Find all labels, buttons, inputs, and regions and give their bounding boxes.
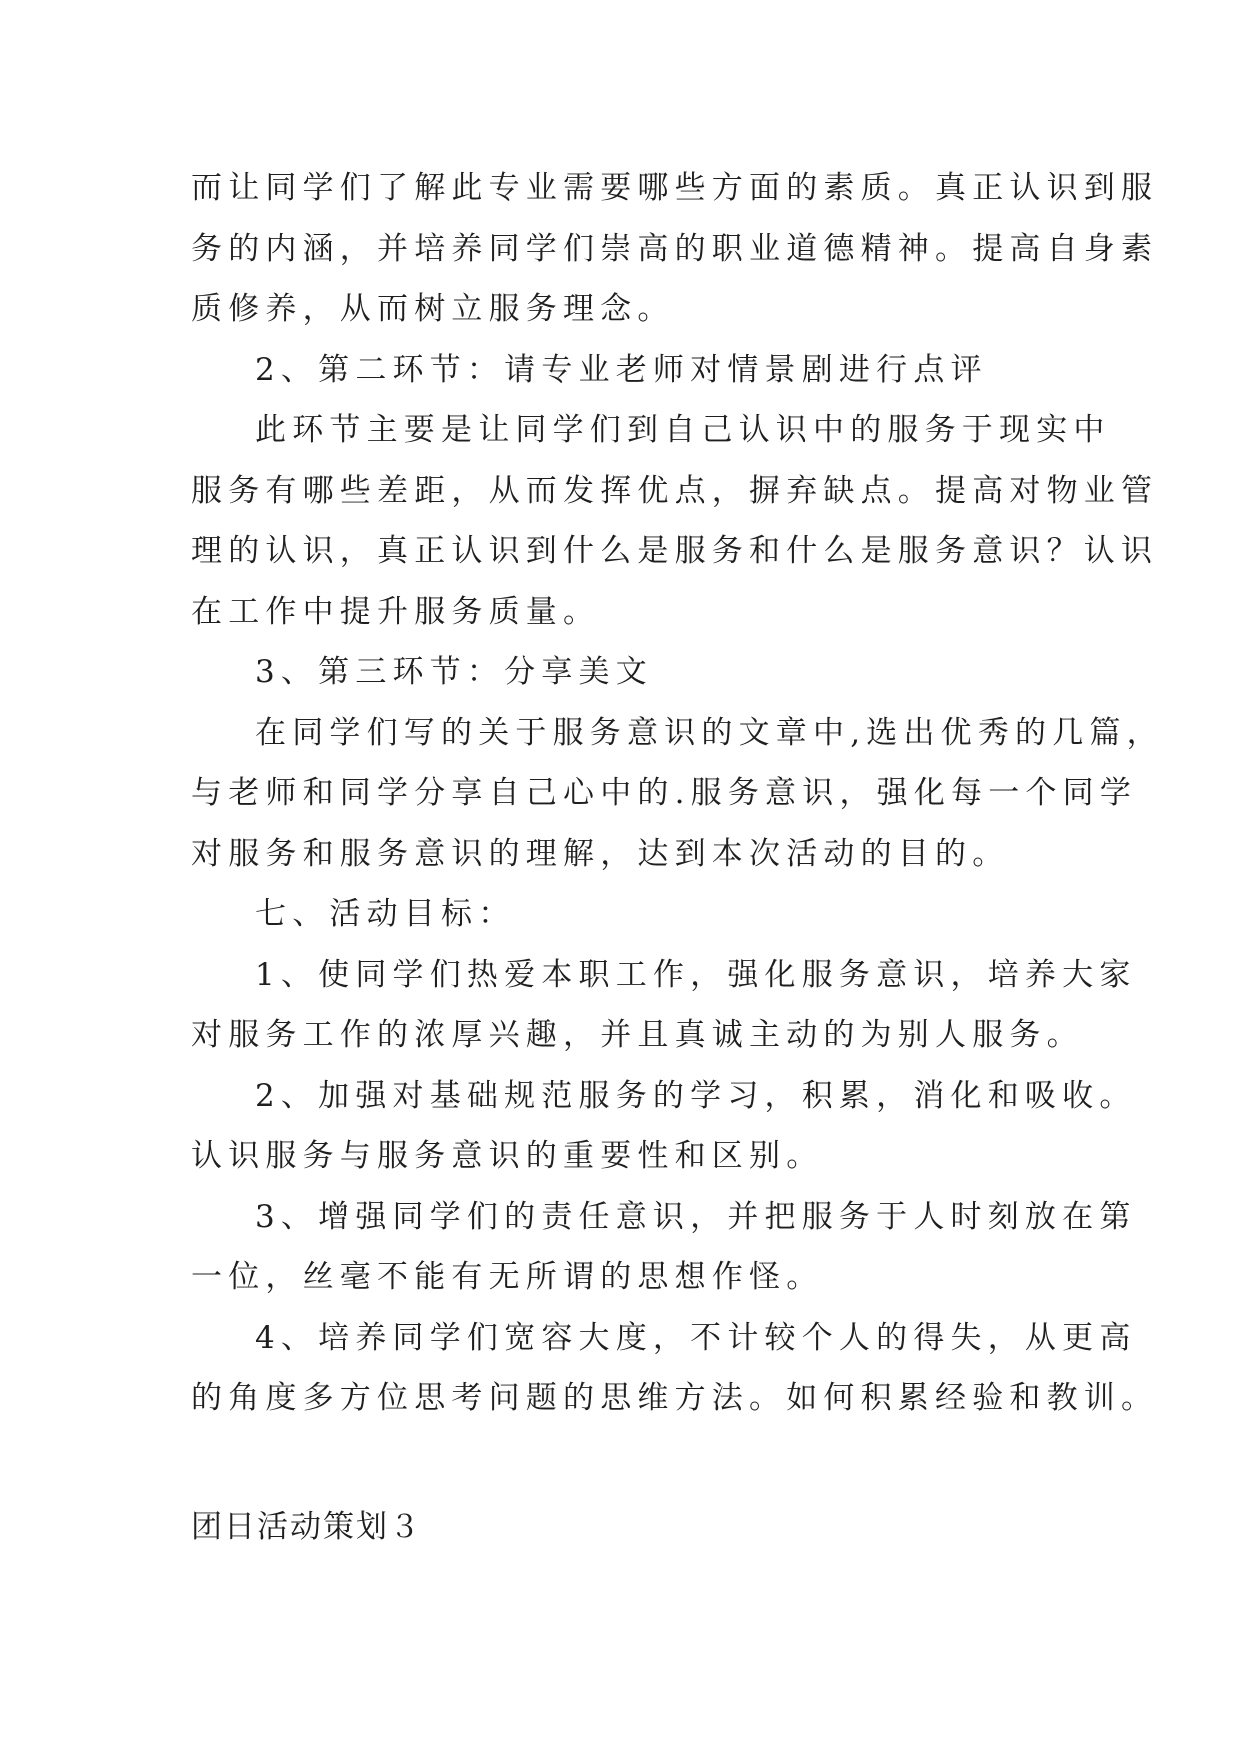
subsection-heading: 2、第二环节：请专业老师对情景剧进行点评 [255, 351, 988, 388]
text-line: 在工作中提升服务质量。 [191, 593, 601, 630]
list-item: 4、培养同学们宽容大度，不计较个人的得失，从更高 [255, 1319, 1137, 1356]
text-line: 与老师和同学分享自己心中的.服务意识，强化每一个同学 [191, 775, 1138, 811]
list-item: 3、增强同学们的责任意识，并把服务于人时刻放在第 [255, 1198, 1137, 1235]
text-line: 服务有哪些差距，从而发挥优点，摒弃缺点。提高对物业管 [191, 472, 1159, 509]
list-item: 1、使同学们热爱本职工作，强化服务意识，培养大家 [255, 956, 1137, 993]
section-heading-goals: 七、活动目标： [255, 896, 516, 932]
document-body [191, 158, 1164, 1429]
text-line: 认识服务与服务意识的重要性和区别。 [191, 1138, 824, 1174]
text-line: 的角度多方位思考问题的思维方法。如何积累经验和教训。 [191, 1380, 1159, 1416]
subsection-heading: 3、第三环节：分享美文 [255, 654, 653, 690]
text-line: 在同学们写的关于服务意识的文章中,选出优秀的几篇， [255, 714, 1164, 751]
text-line: 质修养，从而树立服务理念。 [191, 291, 675, 327]
text-line: 对服务和服务意识的理解，达到本次活动的目的。 [191, 835, 1010, 872]
text-line: 一位，丝毫不能有无所谓的思想作怪。 [191, 1259, 824, 1295]
next-section-title: 团日活动策划３ [191, 1509, 422, 1545]
text-line: 对服务工作的浓厚兴趣，并且真诚主动的为别人服务。 [191, 1017, 1084, 1053]
text-line: 此环节主要是让同学们到自己认识中的服务于现实中 [255, 412, 1111, 448]
text-line: 而让同学们了解此专业需要哪些方面的素质。真正认识到服 [191, 170, 1159, 206]
list-item: 2、加强对基础规范服务的学习，积累，消化和吸收。 [255, 1077, 1137, 1114]
text-line: 理的认识，真正认识到什么是服务和什么是服务意识？认识 [191, 533, 1159, 569]
text-line: 务的内涵，并培养同学们崇高的职业道德精神。提高自身素 [191, 230, 1159, 267]
